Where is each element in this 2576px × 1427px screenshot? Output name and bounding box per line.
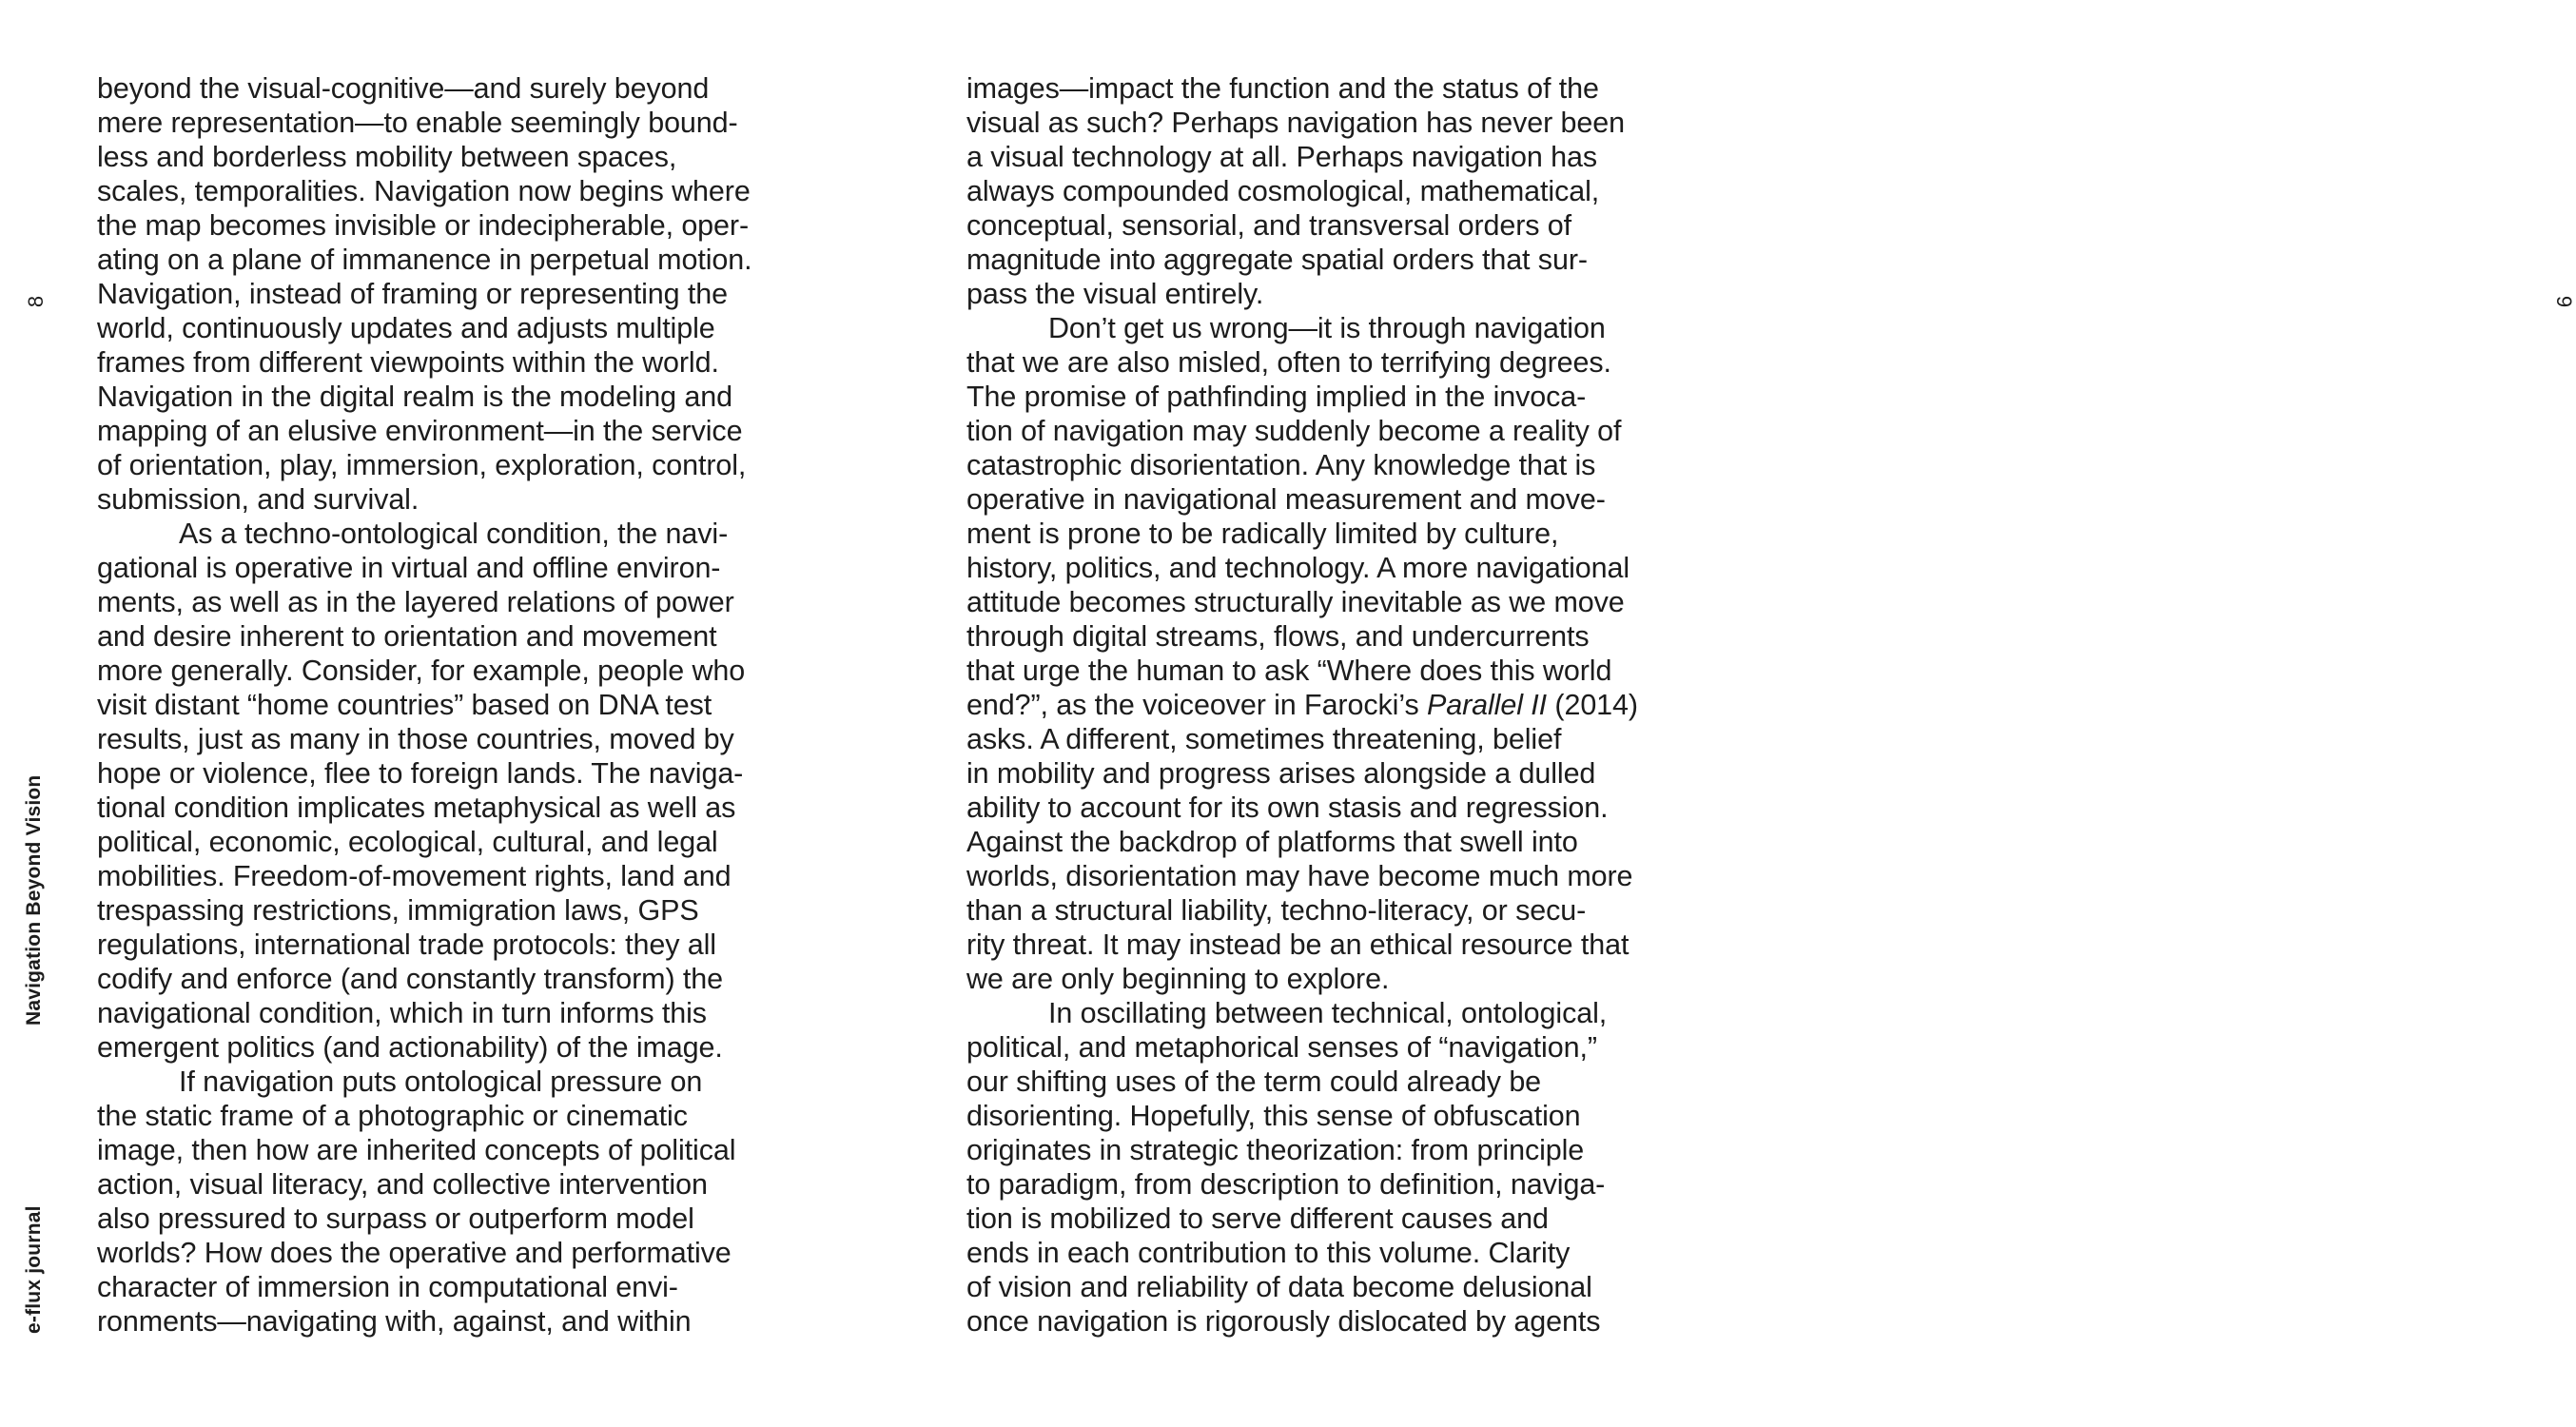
text-line: Against the backdrop of platforms that swell into bbox=[966, 826, 1578, 858]
text-segment: end?”, as the voiceover in Farocki’s bbox=[966, 689, 1427, 721]
text-line: of orientation, play, immersion, exploration, control, bbox=[97, 449, 747, 481]
text-line: our shifting uses of the term could already be bbox=[966, 1065, 1542, 1098]
text-line: pass the visual entirely. bbox=[966, 278, 1264, 310]
film-title: Parallel II bbox=[1426, 689, 1548, 721]
text-line: emergent politics (and actionability) of the image. bbox=[97, 1031, 723, 1064]
text-line: history, politics, and technology. A more navigational bbox=[966, 552, 1630, 584]
text-line: always compounded cosmological, mathematical, bbox=[966, 175, 1600, 207]
text-line: mapping of an elusive environment—in the service bbox=[97, 415, 743, 447]
text-line: tion of navigation may suddenly become a reality of bbox=[966, 415, 1622, 447]
text-line: of vision and reliability of data become delusional bbox=[966, 1271, 1592, 1303]
text-line: rity threat. It may instead be an ethical resource that bbox=[966, 929, 1630, 961]
text-segment: (2014) bbox=[1547, 689, 1638, 721]
text-line: operative in navigational measurement and move- bbox=[966, 483, 1606, 516]
text-line: the static frame of a photographic or cinematic bbox=[97, 1100, 688, 1132]
text-line: hope or violence, flee to foreign lands. The naviga- bbox=[97, 757, 744, 790]
text-line: more generally. Consider, for example, people who bbox=[97, 655, 746, 687]
text-line: Navigation in the digital realm is the modeling and bbox=[97, 381, 732, 413]
text-line: mere representation—to enable seemingly bound- bbox=[97, 107, 738, 139]
paragraph-start-line: In oscillating between technical, ontological, bbox=[1048, 997, 1608, 1029]
text-line: visit distant “home countries” based on DNA test bbox=[97, 689, 712, 721]
text-line: ment is prone to be radically limited by culture, bbox=[966, 518, 1559, 550]
text-line-with-italic bbox=[966, 688, 1670, 722]
text-line: magnitude into aggregate spatial orders that sur- bbox=[966, 244, 1588, 276]
text-line: beyond the visual-cognitive—and surely beyond bbox=[97, 72, 710, 105]
text-line: ends in each contribution to this volume. Clarity bbox=[966, 1237, 1571, 1269]
text-line: mobilities. Freedom-of-movement rights, land and bbox=[97, 860, 732, 892]
text-line: disorienting. Hopefully, this sense of obfuscation bbox=[966, 1100, 1581, 1132]
text-line: also pressured to surpass or outperform model bbox=[97, 1202, 694, 1235]
text-line: in mobility and progress arises alongside a dulled bbox=[966, 757, 1596, 790]
text-line: action, visual literacy, and collective intervention bbox=[97, 1168, 708, 1201]
text-line: visual as such? Perhaps navigation has never been bbox=[966, 107, 1625, 139]
text-line: image, then how are inherited concepts of political bbox=[97, 1134, 736, 1166]
running-title: Navigation Beyond Vision bbox=[23, 774, 45, 1026]
text-line: worlds? How does the operative and performative bbox=[97, 1237, 732, 1269]
text-line: political, economic, ecological, cultural, and legal bbox=[97, 826, 718, 858]
right-text-column bbox=[966, 71, 1670, 1339]
left-text-column bbox=[97, 71, 782, 1339]
text-line: originates in strategic theorization: from principle bbox=[966, 1134, 1585, 1166]
text-line: worlds, disorientation may have become much more bbox=[966, 860, 1633, 892]
text-line: that urge the human to ask “Where does this world bbox=[966, 655, 1612, 687]
text-line: The promise of pathfinding implied in the invoca- bbox=[966, 381, 1587, 413]
text-line: and desire inherent to orientation and movement bbox=[97, 620, 717, 653]
text-line: gational is operative in virtual and offline environ- bbox=[97, 552, 721, 584]
text-line: images—impact the function and the status of the bbox=[966, 72, 1599, 105]
text-line: political, and metaphorical senses of “navigation,” bbox=[966, 1031, 1597, 1064]
text-line: less and borderless mobility between spaces, bbox=[97, 141, 677, 173]
left-page bbox=[0, 0, 866, 1427]
text-line: than a structural liability, techno-literacy, or secu- bbox=[966, 894, 1587, 927]
paragraph-start-line: If navigation puts ontological pressure on bbox=[179, 1065, 703, 1098]
paragraph-start-line: As a techno-ontological condition, the navi- bbox=[179, 518, 729, 550]
text-line: frames from different viewpoints within the world. bbox=[97, 346, 719, 379]
text-line: scales, temporalities. Navigation now begins where bbox=[97, 175, 751, 207]
text-line: through digital streams, flows, and undercurrents bbox=[966, 620, 1590, 653]
text-line: catastrophic disorientation. Any knowledge that is bbox=[966, 449, 1596, 481]
text-line: once navigation is rigorously dislocated by agents bbox=[966, 1305, 1601, 1338]
text-line: attitude becomes structurally inevitable as we move bbox=[966, 586, 1625, 618]
text-line: character of immersion in computational envi- bbox=[97, 1271, 678, 1303]
paragraph-start-line: Don’t get us wrong—it is through navigation bbox=[1048, 312, 1606, 344]
text-line: world, continuously updates and adjusts multiple bbox=[97, 312, 715, 344]
text-line: ability to account for its own stasis and regression. bbox=[966, 792, 1609, 824]
text-line: tional condition implicates metaphysical as well as bbox=[97, 792, 736, 824]
text-line: trespassing restrictions, immigration laws, GPS bbox=[97, 894, 699, 927]
journal-name: e-flux journal bbox=[23, 1205, 45, 1334]
text-line: that we are also misled, often to terrifying degrees. bbox=[966, 346, 1611, 379]
text-line: codify and enforce (and constantly transform) the bbox=[97, 963, 723, 995]
text-line: asks. A different, sometimes threatening, belief bbox=[966, 723, 1562, 755]
page-number-left: 8 bbox=[24, 295, 48, 308]
text-line: ating on a plane of immanence in perpetual motion. bbox=[97, 244, 752, 276]
text-line: conceptual, sensorial, and transversal orders of bbox=[966, 209, 1572, 242]
text-line: tion is mobilized to serve different causes and bbox=[966, 1202, 1549, 1235]
text-line: navigational condition, which in turn informs this bbox=[97, 997, 707, 1029]
text-line: a visual technology at all. Perhaps navigation has bbox=[966, 141, 1598, 173]
text-line: to paradigm, from description to definition, naviga- bbox=[966, 1168, 1606, 1201]
text-line: Navigation, instead of framing or representing the bbox=[97, 278, 728, 310]
page-number-right: 9 bbox=[2552, 295, 2576, 308]
text-line: we are only beginning to explore. bbox=[966, 963, 1390, 995]
text-line: the map becomes invisible or indecipherable, oper- bbox=[97, 209, 750, 242]
text-line: ments, as well as in the layered relations of power bbox=[97, 586, 734, 618]
text-line: results, just as many in those countries, moved by bbox=[97, 723, 734, 755]
text-line: submission, and survival. bbox=[97, 483, 420, 516]
text-line: ronments—navigating with, against, and within bbox=[97, 1305, 692, 1338]
text-line: regulations, international trade protocols: they all bbox=[97, 929, 716, 961]
right-page bbox=[866, 0, 2576, 1427]
